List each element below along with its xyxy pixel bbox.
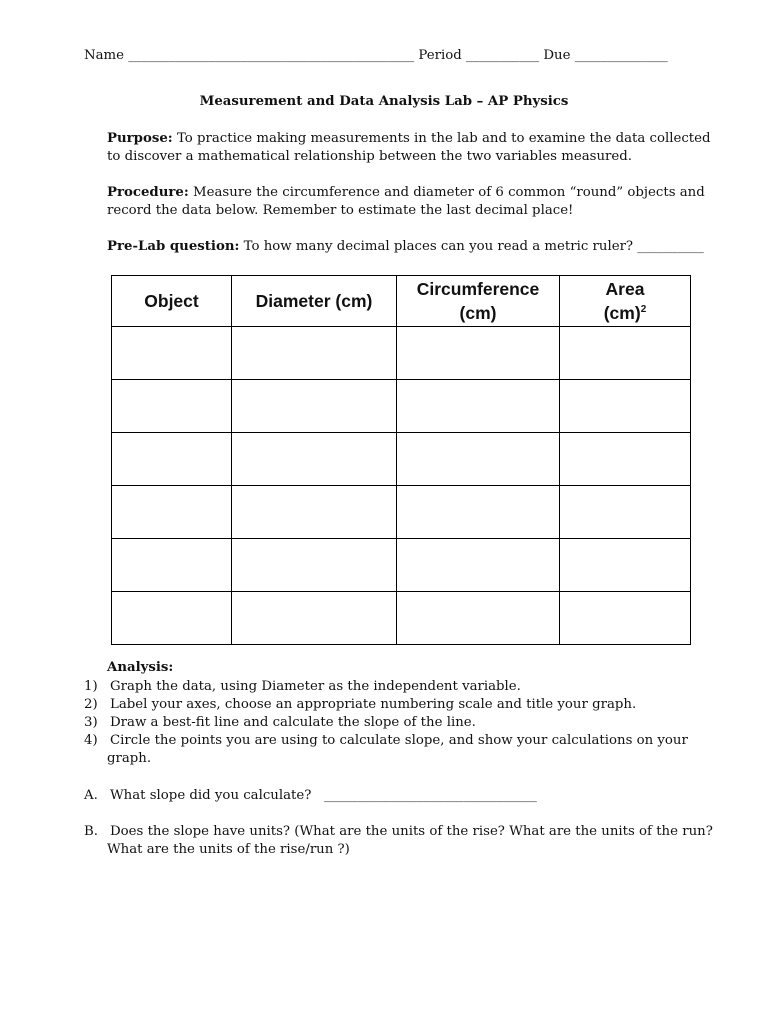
area-cell[interactable] xyxy=(560,327,691,380)
purpose-text-2: to discover a mathematical relationship between the two variables measured. xyxy=(107,149,632,164)
item-number: 4) xyxy=(84,733,98,748)
area-cell[interactable] xyxy=(560,592,691,645)
period-field[interactable]: ___________ xyxy=(466,48,540,63)
question-text: What slope did you calculate? xyxy=(110,788,312,803)
prelab-text: To how many decimal places can you read a metric ruler? xyxy=(243,239,634,254)
table-row xyxy=(112,380,691,433)
question-b-continuation: What are the units of the rise/run ?) xyxy=(107,842,350,857)
item-number: 1) xyxy=(84,679,98,694)
prelab-question xyxy=(107,238,704,256)
prelab-answer-field[interactable]: __________ xyxy=(637,239,704,254)
object-cell[interactable] xyxy=(112,433,232,486)
analysis-heading: Analysis: xyxy=(107,660,174,675)
question-b xyxy=(84,823,713,841)
question-letter: B. xyxy=(84,824,98,839)
purpose-label: Purpose: xyxy=(107,131,173,146)
table-row xyxy=(112,486,691,539)
procedure-label: Procedure: xyxy=(107,185,189,200)
object-cell[interactable] xyxy=(112,327,232,380)
question-text: Does the slope have units? (What are the units of the rise? What are the units of the run? xyxy=(110,824,713,839)
circumference-cell[interactable] xyxy=(397,327,560,380)
diameter-cell[interactable] xyxy=(232,327,397,380)
circumference-cell[interactable] xyxy=(397,433,560,486)
question-letter: A. xyxy=(84,788,98,803)
item-text: Label your axes, choose an appropriate numbering scale and title your graph. xyxy=(110,697,637,712)
table-row xyxy=(112,327,691,380)
item-text: Graph the data, using Diameter as the independent variable. xyxy=(110,679,521,694)
table-row xyxy=(112,433,691,486)
header-diameter: Diameter (cm) xyxy=(232,276,397,327)
circumference-cell[interactable] xyxy=(397,592,560,645)
item-text: Draw a best-fit line and calculate the slope of the line. xyxy=(110,715,476,730)
object-cell[interactable] xyxy=(112,380,232,433)
slope-answer-field[interactable]: ________________________________ xyxy=(324,788,537,803)
object-cell[interactable] xyxy=(112,486,232,539)
area-cell[interactable] xyxy=(560,433,691,486)
header-object: Object xyxy=(112,276,232,327)
area-cell[interactable] xyxy=(560,380,691,433)
header-area: Area (cm)$^2$ xyxy=(560,276,691,327)
object-cell[interactable] xyxy=(112,539,232,592)
diameter-cell[interactable] xyxy=(232,539,397,592)
page-title: Measurement and Data Analysis Lab – AP Physics xyxy=(199,94,569,109)
circumference-cell[interactable] xyxy=(397,539,560,592)
item-text: Circle the points you are using to calculate slope, and show your calculations on your xyxy=(110,733,688,748)
due-label: Due xyxy=(543,48,571,63)
area-cell[interactable] xyxy=(560,486,691,539)
diameter-cell[interactable] xyxy=(232,486,397,539)
question-a xyxy=(84,787,537,805)
table-row xyxy=(112,539,691,592)
circumference-cell[interactable] xyxy=(397,380,560,433)
header-circumference: Circumference (cm) xyxy=(397,276,560,327)
analysis-item-continuation: graph. xyxy=(107,751,152,766)
analysis-item xyxy=(84,714,476,732)
table-header-row xyxy=(112,276,691,327)
item-number: 2) xyxy=(84,697,98,712)
object-cell[interactable] xyxy=(112,592,232,645)
diameter-cell[interactable] xyxy=(232,380,397,433)
area-cell[interactable] xyxy=(560,539,691,592)
period-label: Period xyxy=(418,48,462,63)
analysis-item xyxy=(84,732,688,750)
purpose-line-1 xyxy=(107,130,711,148)
name-label: Name xyxy=(84,48,125,63)
procedure-text-2: record the data below. Remember to estimate the last decimal place! xyxy=(107,203,574,218)
analysis-item xyxy=(84,678,521,696)
due-field[interactable]: ______________ xyxy=(574,48,668,63)
circumference-cell[interactable] xyxy=(397,486,560,539)
purpose-text-1: To practice making measurements in the lab and to examine the data collected xyxy=(176,131,711,146)
name-field[interactable]: ___________________________________________ xyxy=(128,48,415,63)
table-row xyxy=(112,592,691,645)
header-line xyxy=(84,47,668,65)
prelab-label: Pre-Lab question: xyxy=(107,239,240,254)
analysis-item xyxy=(84,696,636,714)
diameter-cell[interactable] xyxy=(232,433,397,486)
data-table xyxy=(111,275,691,645)
procedure-line-1 xyxy=(107,184,705,202)
item-number: 3) xyxy=(84,715,98,730)
diameter-cell[interactable] xyxy=(232,592,397,645)
procedure-text-1: Measure the circumference and diameter of 6 common “round” objects and xyxy=(193,185,705,200)
